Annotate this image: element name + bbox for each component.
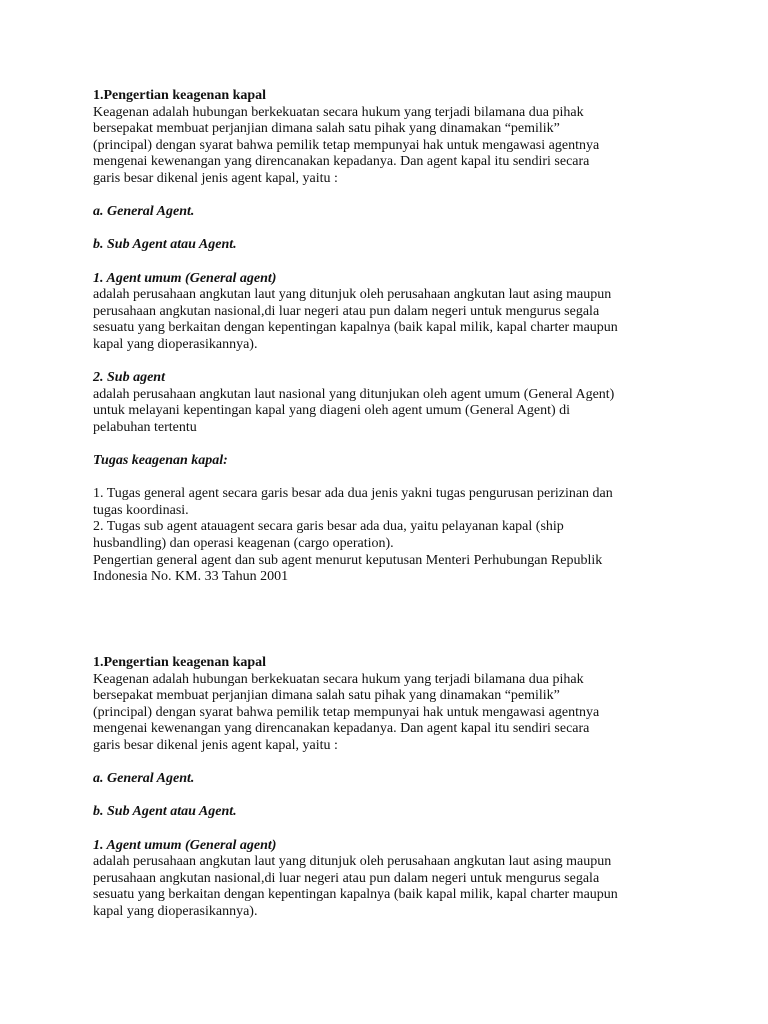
spacer <box>93 354 693 371</box>
paragraph-line: pelabuhan tertentu <box>93 419 197 435</box>
paragraph-line: perusahaan angkutan nasional,di luar negeri atau pun dalam negeri untuk mengurus segala <box>93 870 600 886</box>
section-heading: 1.Pengertian keagenan kapal <box>93 655 267 670</box>
paragraph-line: husbandling) dan operasi keagenan (cargo operation). <box>93 536 394 552</box>
agent-type-a: a. General Agent. <box>93 771 195 787</box>
spacer <box>93 755 693 772</box>
paragraph-line: mengenai kewenangan yang direncanakan kepadanya. Dan agent kapal itu sendiri secara <box>93 154 590 170</box>
paragraph-line: bersepakat membuat perjanjian dimana salah satu pihak yang dinamakan “pemilik” <box>93 121 560 137</box>
agent-type-b: b. Sub Agent atau Agent. <box>93 237 237 253</box>
paragraph-line: bersepakat membuat perjanjian dimana salah satu pihak yang dinamakan “pemilik” <box>93 688 560 704</box>
spacer <box>93 221 693 238</box>
paragraph-line: adalah perusahaan angkutan laut yang ditunjuk oleh perusahaan angkutan laut asing maupun <box>93 287 612 303</box>
agent-type-b: b. Sub Agent atau Agent. <box>93 804 237 820</box>
paragraph-line: Pengertian general agent dan sub agent menurut keputusan Menteri Perhubungan Republik <box>93 552 603 568</box>
spacer <box>93 254 693 271</box>
paragraph-line: kapal yang dioperasikannya). <box>93 903 258 919</box>
paragraph-line: Keagenan adalah hubungan berkekuatan secara hukum yang terjadi bilamana dua pihak <box>93 671 584 687</box>
general-agent-heading: 1. Agent umum (General agent) <box>93 837 277 853</box>
paragraph-line: perusahaan angkutan nasional,di luar negeri atau pun dalam negeri untuk mengurus segala <box>93 303 600 319</box>
spacer <box>93 470 693 487</box>
paragraph-line: adalah perusahaan angkutan laut yang ditunjuk oleh perusahaan angkutan laut asing maupun <box>93 854 612 870</box>
paragraph-line: Indonesia No. KM. 33 Tahun 2001 <box>93 569 289 585</box>
paragraph-line: tugas koordinasi. <box>93 502 189 518</box>
section-heading: 1.Pengertian keagenan kapal <box>93 88 267 103</box>
tasks-heading: Tugas keagenan kapal: <box>93 453 228 469</box>
paragraph-line: garis besar dikenal jenis agent kapal, yaitu : <box>93 737 338 753</box>
paragraph-line: (principal) dengan syarat bahwa pemilik tetap mempunyai hak untuk mengawasi agentnya <box>93 137 600 153</box>
spacer <box>93 188 693 205</box>
spacer <box>93 821 693 838</box>
paragraph-line: untuk melayani kepentingan kapal yang diageni oleh agent umum (General Agent) di <box>93 403 571 419</box>
document-section-1 <box>93 88 693 586</box>
general-agent-heading: 1. Agent umum (General agent) <box>93 270 277 286</box>
paragraph-line: mengenai kewenangan yang direncanakan kepadanya. Dan agent kapal itu sendiri secara <box>93 721 590 737</box>
paragraph-line: (principal) dengan syarat bahwa pemilik tetap mempunyai hak untuk mengawasi agentnya <box>93 704 600 720</box>
document-section-2 <box>93 655 693 921</box>
paragraph-line: Keagenan adalah hubungan berkekuatan secara hukum yang terjadi bilamana dua pihak <box>93 104 584 120</box>
paragraph-line: adalah perusahaan angkutan laut nasional yang ditunjukan oleh agent umum (General Agent) <box>93 386 615 402</box>
spacer <box>93 788 693 805</box>
paragraph-line: kapal yang dioperasikannya). <box>93 336 258 352</box>
paragraph-line: 2. Tugas sub agent atauagent secara garis besar ada dua, yaitu pelayanan kapal (ship <box>93 519 564 535</box>
spacer <box>93 436 693 453</box>
paragraph-line: sesuatu yang berkaitan dengan kepentingan kapalnya (baik kapal milik, kapal charter maupun <box>93 887 618 903</box>
paragraph-line: garis besar dikenal jenis agent kapal, yaitu : <box>93 170 338 186</box>
sub-agent-heading: 2. Sub agent <box>93 370 165 386</box>
paragraph-line: 1. Tugas general agent secara garis besar ada dua jenis yakni tugas pengurusan perizinan dan <box>93 486 613 502</box>
agent-type-a: a. General Agent. <box>93 204 195 220</box>
paragraph-line: sesuatu yang berkaitan dengan kepentingan kapalnya (baik kapal milik, kapal charter maupun <box>93 320 618 336</box>
